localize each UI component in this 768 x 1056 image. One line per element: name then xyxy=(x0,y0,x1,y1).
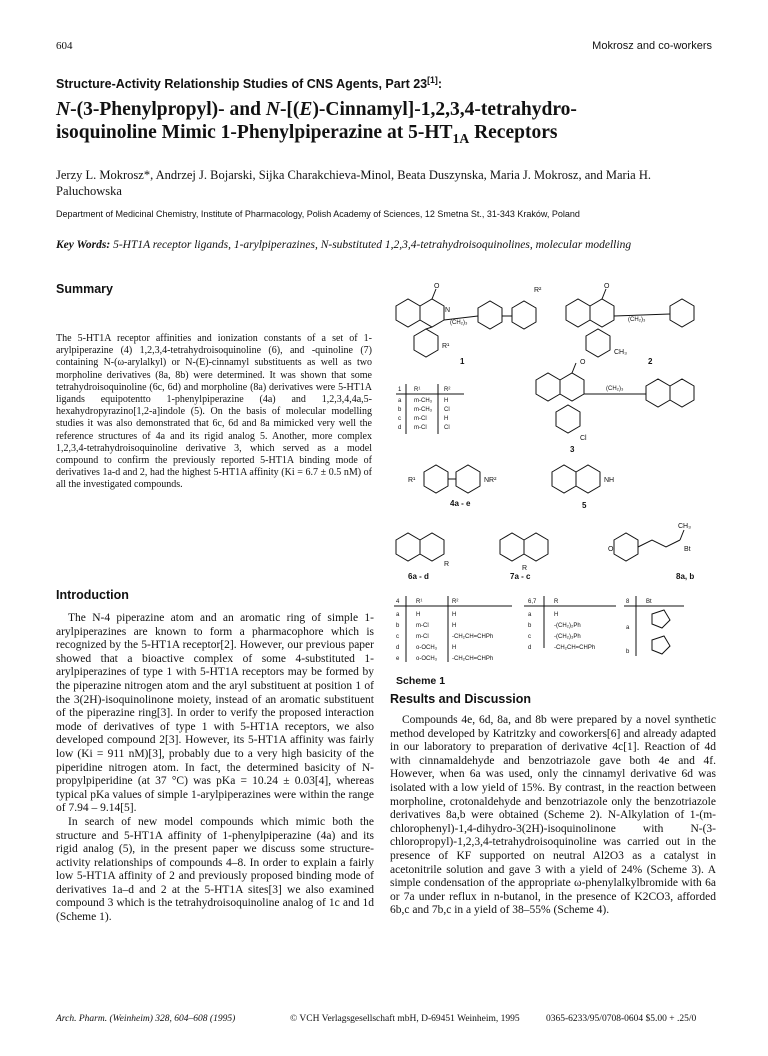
table-4-cell: d xyxy=(396,645,400,651)
compound-5-label: 5 xyxy=(582,501,587,510)
compound-8-structure xyxy=(614,530,684,561)
table-4-cell: o-OCH₃ xyxy=(416,656,438,662)
table-8-header: Bt xyxy=(646,599,652,605)
intro-paragraph-1: The N-4 piperazine atom and an aromatic ring of simple 1-arylpiperazines are known to form a pharmacophore which is recognized by the 5-HT1A receptor[2]. However, our previous paper showed that a bioactive complex of some 4-substituted 1-arylpiperazines of type 1 with 5-HT1A receptors may be formed by the piperazine nitrogen atom and the aryl substituent at position 1 of the 3(2H)-isoquinolinone moiety, instead of an aromatic substituent of the piperazine ring[3]. In order to verify the proposed interaction mode of derivatives of type 1 with 5-HT1A receptors, we also developed compound 2[3]. However, its 5-HT1A affinity was fairly low (Ki = 911 nM)[3], probably due to a very high basicity of the piperidine nitrogen atom. In fact, the determined basicity of N-propylpiperidine (at 37 °C) was pKa = 10.24 ± 0.03[4], whereas typical pKa values of simple 1-arylpiperazines were within the range of 7.94 – 9.14[5]. xyxy=(56,612,374,815)
table-67-header: 6,7 xyxy=(528,599,537,605)
table-4-cell: e xyxy=(396,656,400,662)
compound-3-label: 3 xyxy=(570,445,575,454)
table-4-cell: o-OCH₃ xyxy=(416,645,438,651)
bt-label-8: Bt xyxy=(684,546,691,553)
table-4 xyxy=(396,599,493,662)
table-4-cell: a xyxy=(396,612,400,618)
table-1-cell: b xyxy=(398,407,402,413)
r-label-6: R xyxy=(444,561,450,568)
table-4-cell: -CH₂CH=CHPh xyxy=(452,656,494,662)
table-1-cell: Cl xyxy=(444,425,450,431)
chain-label-3: (CH₂)₃ xyxy=(606,386,624,392)
compound-7-structure xyxy=(500,533,548,561)
table-1-cell: m-Cl xyxy=(414,416,427,422)
footer-publisher: © VCH Verlagsgesellschaft mbH, D-69451 Weinheim, 1995 xyxy=(290,1014,520,1024)
table-67 xyxy=(528,599,595,651)
table-4-header: 4 xyxy=(396,599,400,605)
compound-5-structure xyxy=(552,465,600,493)
compound-2-label: 2 xyxy=(648,357,653,366)
article-title: N-(3-Phenylpropyl)- and N-[(E)-Cinnamyl]-1,2,3,4-tetrahydro- isoquinoline Mimic 1-Phenylpiperazine at $5-HT_{1A}$ Receptors xyxy=(56,99,577,146)
chain-label-2: (CH₂)₃ xyxy=(628,317,646,323)
table-4-cell: H xyxy=(452,623,457,629)
table-8-header: 8 xyxy=(626,599,630,605)
table-67-cell: d xyxy=(528,645,532,651)
scheme-1-label: Scheme 1 xyxy=(396,675,446,687)
table-4-cell: m-Cl xyxy=(416,623,429,629)
oxo-label-3: O xyxy=(580,359,586,366)
table-67-cell: H xyxy=(554,612,559,618)
summary-text: The 5-HT1A receptor affinities and ionization constants of a set of 1-arylpiperazine (4) 1,2,3,4-tetrahydroisoquinoline (6), and -quinoline (7) containing N-(ω-arylalkyl) or N-(E)-cinnamyl substituents as well as two morpholine derivatives (8a, 8b) were determined. It was shown that some tetrahydroisoquinoline (6c, 6d) and morpholine (8a) derivatives were 5-HT1A ligands equipotentto 1-phenylpiperazine (4a) and 1,2,3,4,4a,5-hexahydropyrazino[1,2-a]indole (5). On the basis of molecular modelling studies it was also demonstrated that 6c, 6d and 8a mimicked very well the reference structures of 4a and its rigid analog 5. Another, more complex 1,2,3,4-tetrahydroisoquinoline derivative 3, which served as a model compound to confirm the previously reported 5-HT1A binding mode of derivatives 1a-d and 2, had the highest 5-HT1A affinity (Ki = 6.7 ± 0.5 nM) of all the investigated compounds. xyxy=(56,333,372,491)
table-1-cell: H xyxy=(444,398,449,404)
ch3-label-8: CH₃ xyxy=(678,523,691,530)
table-1-cell: c xyxy=(398,416,401,422)
authors: Jerzy L. Mokrosz*, Andrzej J. Bojarski, Sijka Charakchieva-Minol, Beata Duszynska, Maria J. Mokrosz, and Maria H. Paluchowska xyxy=(56,168,652,198)
table-8-cell: b xyxy=(626,649,630,655)
table-4-cell: H xyxy=(452,612,457,618)
table-67-cell: -(CH₂)₃Ph xyxy=(554,634,581,640)
r1-label: R¹ xyxy=(442,343,450,350)
results-paragraph-1: Compounds 4e, 6d, 8a, and 8b were prepared by a novel synthetic method developed by Katritzky and coworkers[6] and already adapted in our laboratory to preparation of derivative 4c[1]. Reaction of 4d with cinnamaldehyde and benzotriazole gave both 4e and 4f. However, when 6a was used, only the cinnamyl derivative 6d was isolated with a low yield of 15%. By contrast, in the reaction between morpholine, crotonaldehyde and benzotriazole only the benzotriazole derivatives 8a,b were obtained (Scheme 2). N-Alkylation of 1-(m-chlorophenyl)-1,4-dihydro-3(2H)-isoquinolinone with N-(3-chloropropyl)-1,2,3,4-tetrahydroisoquinoline was carried out in the presence of KF supported on neutral Al2O3 as a catalyst in acetonitrile solution and gave 3 with a yield of 24% (Scheme 3). A simple condensation of the appropriate ω-phenylalkylbromide with 6a or 7a under reflux in n-butanol, in the presence of K2CO3, afforded 6b,c and 7b,c in a yield of 38–55% (Scheme 4). xyxy=(390,714,716,917)
table-4-cell: m-Cl xyxy=(416,634,429,640)
table-1-header: R² xyxy=(444,387,451,393)
compound-4-label: 4a - e xyxy=(450,499,471,508)
table-67-cell: -(CH₂)₂Ph xyxy=(554,623,581,629)
table-4-cell: H xyxy=(416,612,421,618)
footer-journal: Arch. Pharm. (Weinheim) 328, 604–608 (1995) xyxy=(56,1014,236,1024)
table-67-lines xyxy=(524,596,616,648)
nh-label: NH xyxy=(604,477,615,484)
n-label: N xyxy=(445,307,451,314)
footer-code: 0365-6233/95/0708-0604 $5.00 + .25/0 xyxy=(546,1014,697,1024)
table-67-cell: c xyxy=(528,634,531,640)
affiliation: Department of Medicinal Chemistry, Institute of Pharmacology, Polish Academy of Sciences, 12 Smetna St., 31-343 Kraków, Poland xyxy=(56,209,580,219)
table-1-cell: d xyxy=(398,425,402,431)
compound-2-structure xyxy=(566,289,694,357)
ch3-label: CH₃ xyxy=(614,349,627,356)
page-number: 604 xyxy=(56,40,73,52)
introduction-heading: Introduction xyxy=(56,588,129,602)
keywords: Key Words: 5-HT1A receptor ligands, 1-arylpiperazines, N-substituted 1,2,3,4-tetrahydroisoquinolines, molecular modelling xyxy=(56,239,632,251)
compound-6-label: 6a - d xyxy=(408,572,429,581)
table-67-cell: -CH₂CH=CHPh xyxy=(554,645,596,651)
compound-1-label: 1 xyxy=(460,357,465,366)
table-1-cell: m-Cl xyxy=(414,425,427,431)
results-text xyxy=(390,714,716,918)
compound-4-structure xyxy=(424,465,480,493)
table-4-cell: H xyxy=(452,645,457,651)
compound-8-label: 8a, b xyxy=(676,572,695,581)
oxo-label: O xyxy=(434,283,440,290)
chain-label-1: (CH₂)₃ xyxy=(450,320,468,326)
table-4-cell: -CH₂CH=CHPh xyxy=(452,634,494,640)
table-1-header: R¹ xyxy=(414,387,421,393)
r-label-7: R xyxy=(522,565,528,572)
table-1-cell: H xyxy=(444,416,449,422)
table-8-cell: a xyxy=(626,625,630,631)
compound-6-structure xyxy=(396,533,444,561)
oxo-label-2: O xyxy=(604,283,610,290)
table-4-header: R¹ xyxy=(416,599,423,605)
r1-label-4: R¹ xyxy=(408,477,416,484)
intro-paragraph-2: In search of new model compounds which mimic both the structure and 5-HT1A affinity of 1-phenylpiperazine (4a) and its rigid analog (5), in the present paper we discuss some structure-activity relationships of compounds 4–8. In order to explain a fairly low 5-HT1A affinity of 2 and previously proposed binding mode of derivatives 1a–d and 2 at the 5-HT1A sites[3] we also examined compound 3 which is the tetrahydroisoquinoline analog of 1c and 1d (Scheme 1). xyxy=(56,815,374,924)
table-1-cell: m-CH₃ xyxy=(414,398,433,404)
table-1-cell: Cl xyxy=(444,407,450,413)
summary-heading: Summary xyxy=(56,282,113,296)
table-4-cell: b xyxy=(396,623,400,629)
o-label-8: O xyxy=(608,546,614,553)
compound-7-label: 7a - c xyxy=(510,572,531,581)
table-1-cell: a xyxy=(398,398,402,404)
nr2-label: NR² xyxy=(484,477,497,484)
table-1-header: 1 xyxy=(398,387,402,393)
cl-label: Cl xyxy=(580,435,587,442)
introduction-text xyxy=(56,612,374,925)
r2-label: R² xyxy=(534,287,542,294)
scheme-1-figure xyxy=(384,276,724,676)
table-4-header: R² xyxy=(452,599,459,605)
table-4-lines xyxy=(394,596,512,662)
table-67-cell: b xyxy=(528,623,532,629)
table-1-cell: m-CH₃ xyxy=(414,407,433,413)
table-67-header: R xyxy=(554,599,559,605)
table-4-cell: c xyxy=(396,634,399,640)
table-8-lines xyxy=(624,596,684,656)
compound-3-structure xyxy=(536,363,694,433)
table-8 xyxy=(626,599,652,655)
table-67-cell: a xyxy=(528,612,532,618)
running-head: Mokrosz and co-workers xyxy=(592,40,712,52)
series-title: Structure-Activity Relationship Studies of CNS Agents, Part 23[1]: xyxy=(56,75,443,92)
results-heading: Results and Discussion xyxy=(390,692,532,706)
